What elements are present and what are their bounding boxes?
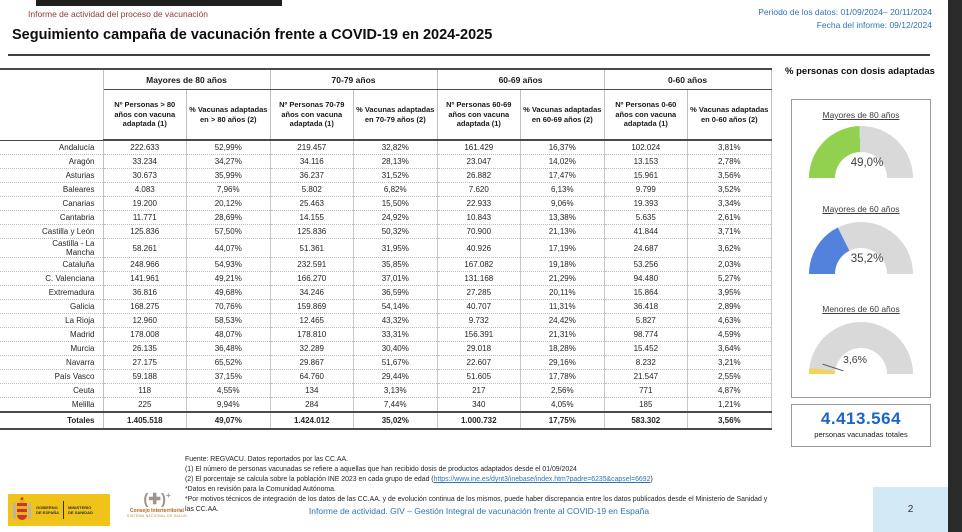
- value-cell: 33.234: [103, 155, 187, 169]
- value-cell: 9,94%: [187, 398, 271, 413]
- value-cell: 10.843: [437, 211, 521, 225]
- value-cell: 29.867: [270, 356, 354, 370]
- value-cell: 7.620: [437, 183, 521, 197]
- ministerio-line2: DE SANIDAD: [68, 510, 93, 515]
- value-cell: 27.285: [437, 286, 521, 300]
- title-divider: [8, 54, 930, 56]
- group-header-80: Mayores de 80 años: [103, 69, 270, 90]
- value-cell: 6,13%: [521, 183, 605, 197]
- value-cell: 2,55%: [688, 370, 772, 384]
- value-cell: 51,67%: [354, 356, 438, 370]
- region-label: Extremadura: [0, 286, 103, 300]
- value-cell: 36,48%: [187, 342, 271, 356]
- value-cell: 3,52%: [688, 183, 772, 197]
- region-label: Ceuta: [0, 384, 103, 398]
- value-cell: 1.424.012: [270, 412, 354, 429]
- value-cell: 9.799: [604, 183, 688, 197]
- gauge-value-under60: 3,6%: [843, 354, 867, 366]
- value-cell: 167.082: [437, 258, 521, 272]
- gauge-panel-title: % personas con dosis adaptadas: [785, 66, 935, 77]
- value-cell: 1,21%: [688, 398, 772, 413]
- table-body: [0, 140, 771, 429]
- value-cell: 2,56%: [521, 384, 605, 398]
- region-label: Andalucía: [0, 140, 103, 155]
- value-cell: 166.270: [270, 272, 354, 286]
- value-cell: 583.302: [604, 412, 688, 429]
- col-header: % Vacunas adaptadas en 60-69 años (2): [521, 90, 605, 141]
- value-cell: 13,38%: [521, 211, 605, 225]
- value-cell: 185: [604, 398, 688, 413]
- value-cell: 168.275: [103, 300, 187, 314]
- value-cell: 159.869: [270, 300, 354, 314]
- value-cell: 4,87%: [688, 384, 772, 398]
- value-cell: 3,71%: [688, 225, 772, 239]
- value-cell: 30.673: [103, 169, 187, 183]
- table-row: [0, 239, 771, 258]
- value-cell: 5.802: [270, 183, 354, 197]
- region-label: Castilla y León: [0, 225, 103, 239]
- footnote-4: *Por motivos técnicos de integración de los datos de las CC.AA. y de evolución continua de los mismos, puede haber discrepancia entre los datos publicados desde el Ministerio de Sanidad y las CC.AA.: [185, 496, 768, 513]
- value-cell: 141.961: [103, 272, 187, 286]
- table-row: [0, 384, 771, 398]
- value-cell: 28,69%: [187, 211, 271, 225]
- table-row: [0, 342, 771, 356]
- value-cell: 36.816: [103, 286, 187, 300]
- value-cell: 44,07%: [187, 239, 271, 258]
- value-cell: 2,03%: [688, 258, 772, 272]
- ine-link[interactable]: https://www.ine.es/dynt3/inebase/index.htm?padre=6235&capsel=6692: [433, 476, 651, 483]
- gobierno-line1: GOBIERNO: [36, 504, 58, 510]
- value-cell: 52,99%: [187, 140, 271, 155]
- col-header: Nº Personas 70-79 años con vacuna adaptada (1): [270, 90, 354, 141]
- value-cell: 17,75%: [521, 412, 605, 429]
- value-cell: 27.175: [103, 356, 187, 370]
- region-label: Baleares: [0, 183, 103, 197]
- value-cell: 118: [103, 384, 187, 398]
- value-cell: 20,12%: [187, 197, 271, 211]
- value-cell: 34,27%: [187, 155, 271, 169]
- report-subtitle: Informe de actividad del proceso de vacunación: [28, 9, 209, 19]
- region-label: C. Valenciana: [0, 272, 103, 286]
- value-cell: 54,14%: [354, 300, 438, 314]
- region-label: Galicia: [0, 300, 103, 314]
- gauge-label-under60: Menores de 60 años: [822, 304, 900, 314]
- value-cell: 15.864: [604, 286, 688, 300]
- gauge-chart-80: [809, 126, 913, 178]
- value-cell: 49,68%: [187, 286, 271, 300]
- footnote-1: (1) El número de personas vacunadas se refiere a aquellas que han recibido dosis de productos adaptados desde el 01/09/2024: [185, 466, 577, 473]
- footnote-2-close: ): [650, 476, 653, 483]
- corner-cell: [0, 69, 103, 140]
- value-cell: 13.153: [604, 155, 688, 169]
- consejo-name: Consejo Interterritorial: [130, 508, 184, 514]
- value-cell: 12.960: [103, 314, 187, 328]
- value-cell: 12.465: [270, 314, 354, 328]
- value-cell: 48,07%: [187, 328, 271, 342]
- health-cross-icon: (✚)+: [143, 491, 171, 508]
- value-cell: 102.024: [604, 140, 688, 155]
- value-cell: 58.261: [103, 239, 187, 258]
- value-cell: 22.607: [437, 356, 521, 370]
- value-cell: 65,52%: [187, 356, 271, 370]
- value-cell: 16,37%: [521, 140, 605, 155]
- value-cell: 36.418: [604, 300, 688, 314]
- value-cell: 34.246: [270, 286, 354, 300]
- value-cell: 43,32%: [354, 314, 438, 328]
- footnote-source: Fuente: REGVACU. Datos reportados por las CC.AA.: [185, 456, 349, 463]
- value-cell: 31,95%: [354, 239, 438, 258]
- value-cell: 161.429: [437, 140, 521, 155]
- table-row: [0, 314, 771, 328]
- value-cell: 3,34%: [688, 197, 772, 211]
- table-row: [0, 300, 771, 314]
- value-cell: 222.633: [103, 140, 187, 155]
- value-cell: 40.926: [437, 239, 521, 258]
- region-label: La Rioja: [0, 314, 103, 328]
- value-cell: 14,02%: [521, 155, 605, 169]
- value-cell: 4,05%: [521, 398, 605, 413]
- region-label: Cantabria: [0, 211, 103, 225]
- value-cell: 35,85%: [354, 258, 438, 272]
- region-label: Navarra: [0, 356, 103, 370]
- group-header-0-60: 0-60 años: [604, 69, 771, 90]
- region-label: Canarias: [0, 197, 103, 211]
- table-row: [0, 140, 771, 155]
- footnote-3: *Datos en revisión para la Comunidad Autónoma.: [185, 486, 336, 493]
- gauge-value-60: 35,2%: [850, 253, 884, 265]
- value-cell: 248.966: [103, 258, 187, 272]
- value-cell: 94.480: [604, 272, 688, 286]
- table-row: [0, 211, 771, 225]
- value-cell: 15.452: [604, 342, 688, 356]
- value-cell: 35,02%: [354, 412, 438, 429]
- value-cell: 37,15%: [187, 370, 271, 384]
- value-cell: 4.083: [103, 183, 187, 197]
- value-cell: 15,50%: [354, 197, 438, 211]
- right-black-strip: [948, 0, 962, 532]
- gauge-value-80: 49,0%: [850, 157, 884, 169]
- value-cell: 23.047: [437, 155, 521, 169]
- report-date: Fecha del informe: 09/12/2024: [816, 19, 932, 30]
- value-cell: 8.232: [604, 356, 688, 370]
- value-cell: 6,82%: [354, 183, 438, 197]
- value-cell: 17,78%: [521, 370, 605, 384]
- column-header-row: [0, 90, 771, 141]
- table-row: [0, 155, 771, 169]
- value-cell: 57,50%: [187, 225, 271, 239]
- value-cell: 29,44%: [354, 370, 438, 384]
- gauge-chart-60: [809, 222, 913, 274]
- value-cell: 5.635: [604, 211, 688, 225]
- value-cell: 125.836: [103, 225, 187, 239]
- page-number-badge: [873, 487, 948, 532]
- consejo-interterritorial-logo: [118, 492, 196, 518]
- region-label: País Vasco: [0, 370, 103, 384]
- col-header: % Vacunas adaptadas en > 80 años (2): [187, 90, 271, 141]
- coat-of-arms-icon: [12, 497, 32, 523]
- table-row: [0, 370, 771, 384]
- col-header: Nº Personas 0-60 años con vacuna adaptada (1): [604, 90, 688, 141]
- table-row: [0, 169, 771, 183]
- consejo-subtitle: SISTEMA NACIONAL DE SALUD: [127, 514, 187, 518]
- value-cell: 64.760: [270, 370, 354, 384]
- value-cell: 9.732: [437, 314, 521, 328]
- col-header: Nº Personas > 80 años con vacuna adaptada (1): [103, 90, 187, 141]
- region-label: Madrid: [0, 328, 103, 342]
- region-label: Melilla: [0, 398, 103, 413]
- region-label: Castilla - La Mancha: [0, 239, 103, 258]
- value-cell: 134: [270, 384, 354, 398]
- region-label: Murcia: [0, 342, 103, 356]
- table-row: [0, 197, 771, 211]
- value-cell: 1.405.518: [103, 412, 187, 429]
- gauge-label-60: Mayores de 60 años: [822, 204, 900, 214]
- value-cell: 11.771: [103, 211, 187, 225]
- value-cell: 49,07%: [187, 412, 271, 429]
- footer-report-line: Informe de actividad. GIV – Gestión Integral de vacunación frente al COVID-19 en España: [308, 506, 650, 516]
- value-cell: 11,31%: [521, 300, 605, 314]
- col-header: % Vacunas adaptadas en 0-60 años (2): [688, 90, 772, 141]
- footnote-2: [185, 475, 773, 485]
- top-window-bar: [36, 0, 282, 6]
- col-header: Nº Personas 60-69 años con vacuna adaptada (1): [437, 90, 521, 141]
- table-row: [0, 183, 771, 197]
- value-cell: 2,89%: [688, 300, 772, 314]
- value-cell: 30,40%: [354, 342, 438, 356]
- value-cell: 7,44%: [354, 398, 438, 413]
- value-cell: 49,21%: [187, 272, 271, 286]
- gobierno-espana-logo: [8, 494, 110, 526]
- value-cell: 3,62%: [688, 239, 772, 258]
- value-cell: 40.707: [437, 300, 521, 314]
- value-cell: 1.000.732: [437, 412, 521, 429]
- value-cell: 33,31%: [354, 328, 438, 342]
- group-header-70-79: 70-79 años: [270, 69, 437, 90]
- region-label: Aragón: [0, 155, 103, 169]
- value-cell: 2,61%: [688, 211, 772, 225]
- value-cell: 771: [604, 384, 688, 398]
- value-cell: 131.168: [437, 272, 521, 286]
- value-cell: 219.457: [270, 140, 354, 155]
- value-cell: 35,99%: [187, 169, 271, 183]
- value-cell: 22.933: [437, 197, 521, 211]
- totals-row: [0, 412, 771, 429]
- gauge-chart-under60: [809, 322, 913, 374]
- region-label: Asturias: [0, 169, 103, 183]
- value-cell: 14.155: [270, 211, 354, 225]
- value-cell: 58,53%: [187, 314, 271, 328]
- value-cell: 9,06%: [521, 197, 605, 211]
- table-row: [0, 398, 771, 413]
- value-cell: 21,31%: [521, 328, 605, 342]
- value-cell: 53.256: [604, 258, 688, 272]
- col-header: % Vacunas adaptadas en 70-79 años (2): [354, 90, 438, 141]
- value-cell: 70,76%: [187, 300, 271, 314]
- total-vaccinated-caption: personas vacunadas totales: [814, 430, 908, 439]
- value-cell: 19.393: [604, 197, 688, 211]
- value-cell: 125.836: [270, 225, 354, 239]
- data-period: Periodo de los datos: 01/09/2024– 20/11/2024: [758, 7, 932, 17]
- value-cell: 51.605: [437, 370, 521, 384]
- value-cell: 2,78%: [688, 155, 772, 169]
- table-row: [0, 328, 771, 342]
- value-cell: 3,56%: [688, 169, 772, 183]
- value-cell: 17,19%: [521, 239, 605, 258]
- value-cell: 178.810: [270, 328, 354, 342]
- value-cell: 4,55%: [187, 384, 271, 398]
- value-cell: 51.361: [270, 239, 354, 258]
- value-cell: 25.463: [270, 197, 354, 211]
- value-cell: 32.289: [270, 342, 354, 356]
- value-cell: 19,18%: [521, 258, 605, 272]
- value-cell: 34.116: [270, 155, 354, 169]
- vaccination-table-wrapper: [0, 68, 772, 430]
- value-cell: 36,59%: [354, 286, 438, 300]
- gobierno-logo-text: [32, 494, 97, 526]
- value-cell: 26.882: [437, 169, 521, 183]
- value-cell: 28,13%: [354, 155, 438, 169]
- value-cell: 232.591: [270, 258, 354, 272]
- value-cell: 20,11%: [521, 286, 605, 300]
- value-cell: 3,21%: [688, 356, 772, 370]
- value-cell: 50,32%: [354, 225, 438, 239]
- group-header-row: [0, 69, 771, 90]
- page-title: Seguimiento campaña de vacunación frente a COVID-19 en 2024-2025: [12, 27, 493, 43]
- value-cell: 98.774: [604, 328, 688, 342]
- value-cell: 31,52%: [354, 169, 438, 183]
- gauge-label-80: Mayores de 80 años: [822, 110, 900, 120]
- value-cell: 5,27%: [688, 272, 772, 286]
- gauge-panel: [791, 99, 931, 398]
- total-vaccinated-number: 4.413.564: [820, 409, 902, 428]
- value-cell: 217: [437, 384, 521, 398]
- table-row: [0, 356, 771, 370]
- value-cell: 24,42%: [521, 314, 605, 328]
- value-cell: 70.900: [437, 225, 521, 239]
- value-cell: 225: [103, 398, 187, 413]
- gobierno-line2: DE ESPAÑA: [36, 510, 60, 515]
- value-cell: 340: [437, 398, 521, 413]
- value-cell: 3,56%: [688, 412, 772, 429]
- value-cell: 7,96%: [187, 183, 271, 197]
- value-cell: 17,47%: [521, 169, 605, 183]
- value-cell: 3,13%: [354, 384, 438, 398]
- value-cell: 59.188: [103, 370, 187, 384]
- value-cell: 54,93%: [187, 258, 271, 272]
- value-cell: 26.135: [103, 342, 187, 356]
- value-cell: 21.547: [604, 370, 688, 384]
- total-vaccinated-box: [791, 404, 931, 447]
- value-cell: 21,13%: [521, 225, 605, 239]
- value-cell: 32,82%: [354, 140, 438, 155]
- group-header-60-69: 60-69 años: [437, 69, 604, 90]
- page-number: 2: [907, 504, 914, 515]
- value-cell: 29.018: [437, 342, 521, 356]
- report-meta: [758, 6, 932, 32]
- value-cell: 29,16%: [521, 356, 605, 370]
- value-cell: 4,59%: [688, 328, 772, 342]
- value-cell: 37,01%: [354, 272, 438, 286]
- value-cell: 5.827: [604, 314, 688, 328]
- table-row: [0, 258, 771, 272]
- table-row: [0, 272, 771, 286]
- value-cell: 19.200: [103, 197, 187, 211]
- value-cell: 15.961: [604, 169, 688, 183]
- value-cell: 24,92%: [354, 211, 438, 225]
- value-cell: 41.844: [604, 225, 688, 239]
- vaccination-table: [0, 68, 772, 430]
- value-cell: 3,81%: [688, 140, 772, 155]
- table-row: [0, 286, 771, 300]
- value-cell: 3,95%: [688, 286, 772, 300]
- region-label: Totales: [0, 412, 103, 429]
- ministerio-line1: MINISTERIO: [68, 504, 92, 510]
- region-label: Cataluña: [0, 258, 103, 272]
- value-cell: 3,64%: [688, 342, 772, 356]
- value-cell: 178.008: [103, 328, 187, 342]
- footnote-2-text: (2) El porcentaje se calcula sobre la población INE 2023 en cada grupo de edad (: [185, 476, 434, 483]
- value-cell: 4,63%: [688, 314, 772, 328]
- value-cell: 18,28%: [521, 342, 605, 356]
- value-cell: 156.391: [437, 328, 521, 342]
- table-row: [0, 225, 771, 239]
- value-cell: 21,29%: [521, 272, 605, 286]
- value-cell: 284: [270, 398, 354, 413]
- value-cell: 24.687: [604, 239, 688, 258]
- value-cell: 36.237: [270, 169, 354, 183]
